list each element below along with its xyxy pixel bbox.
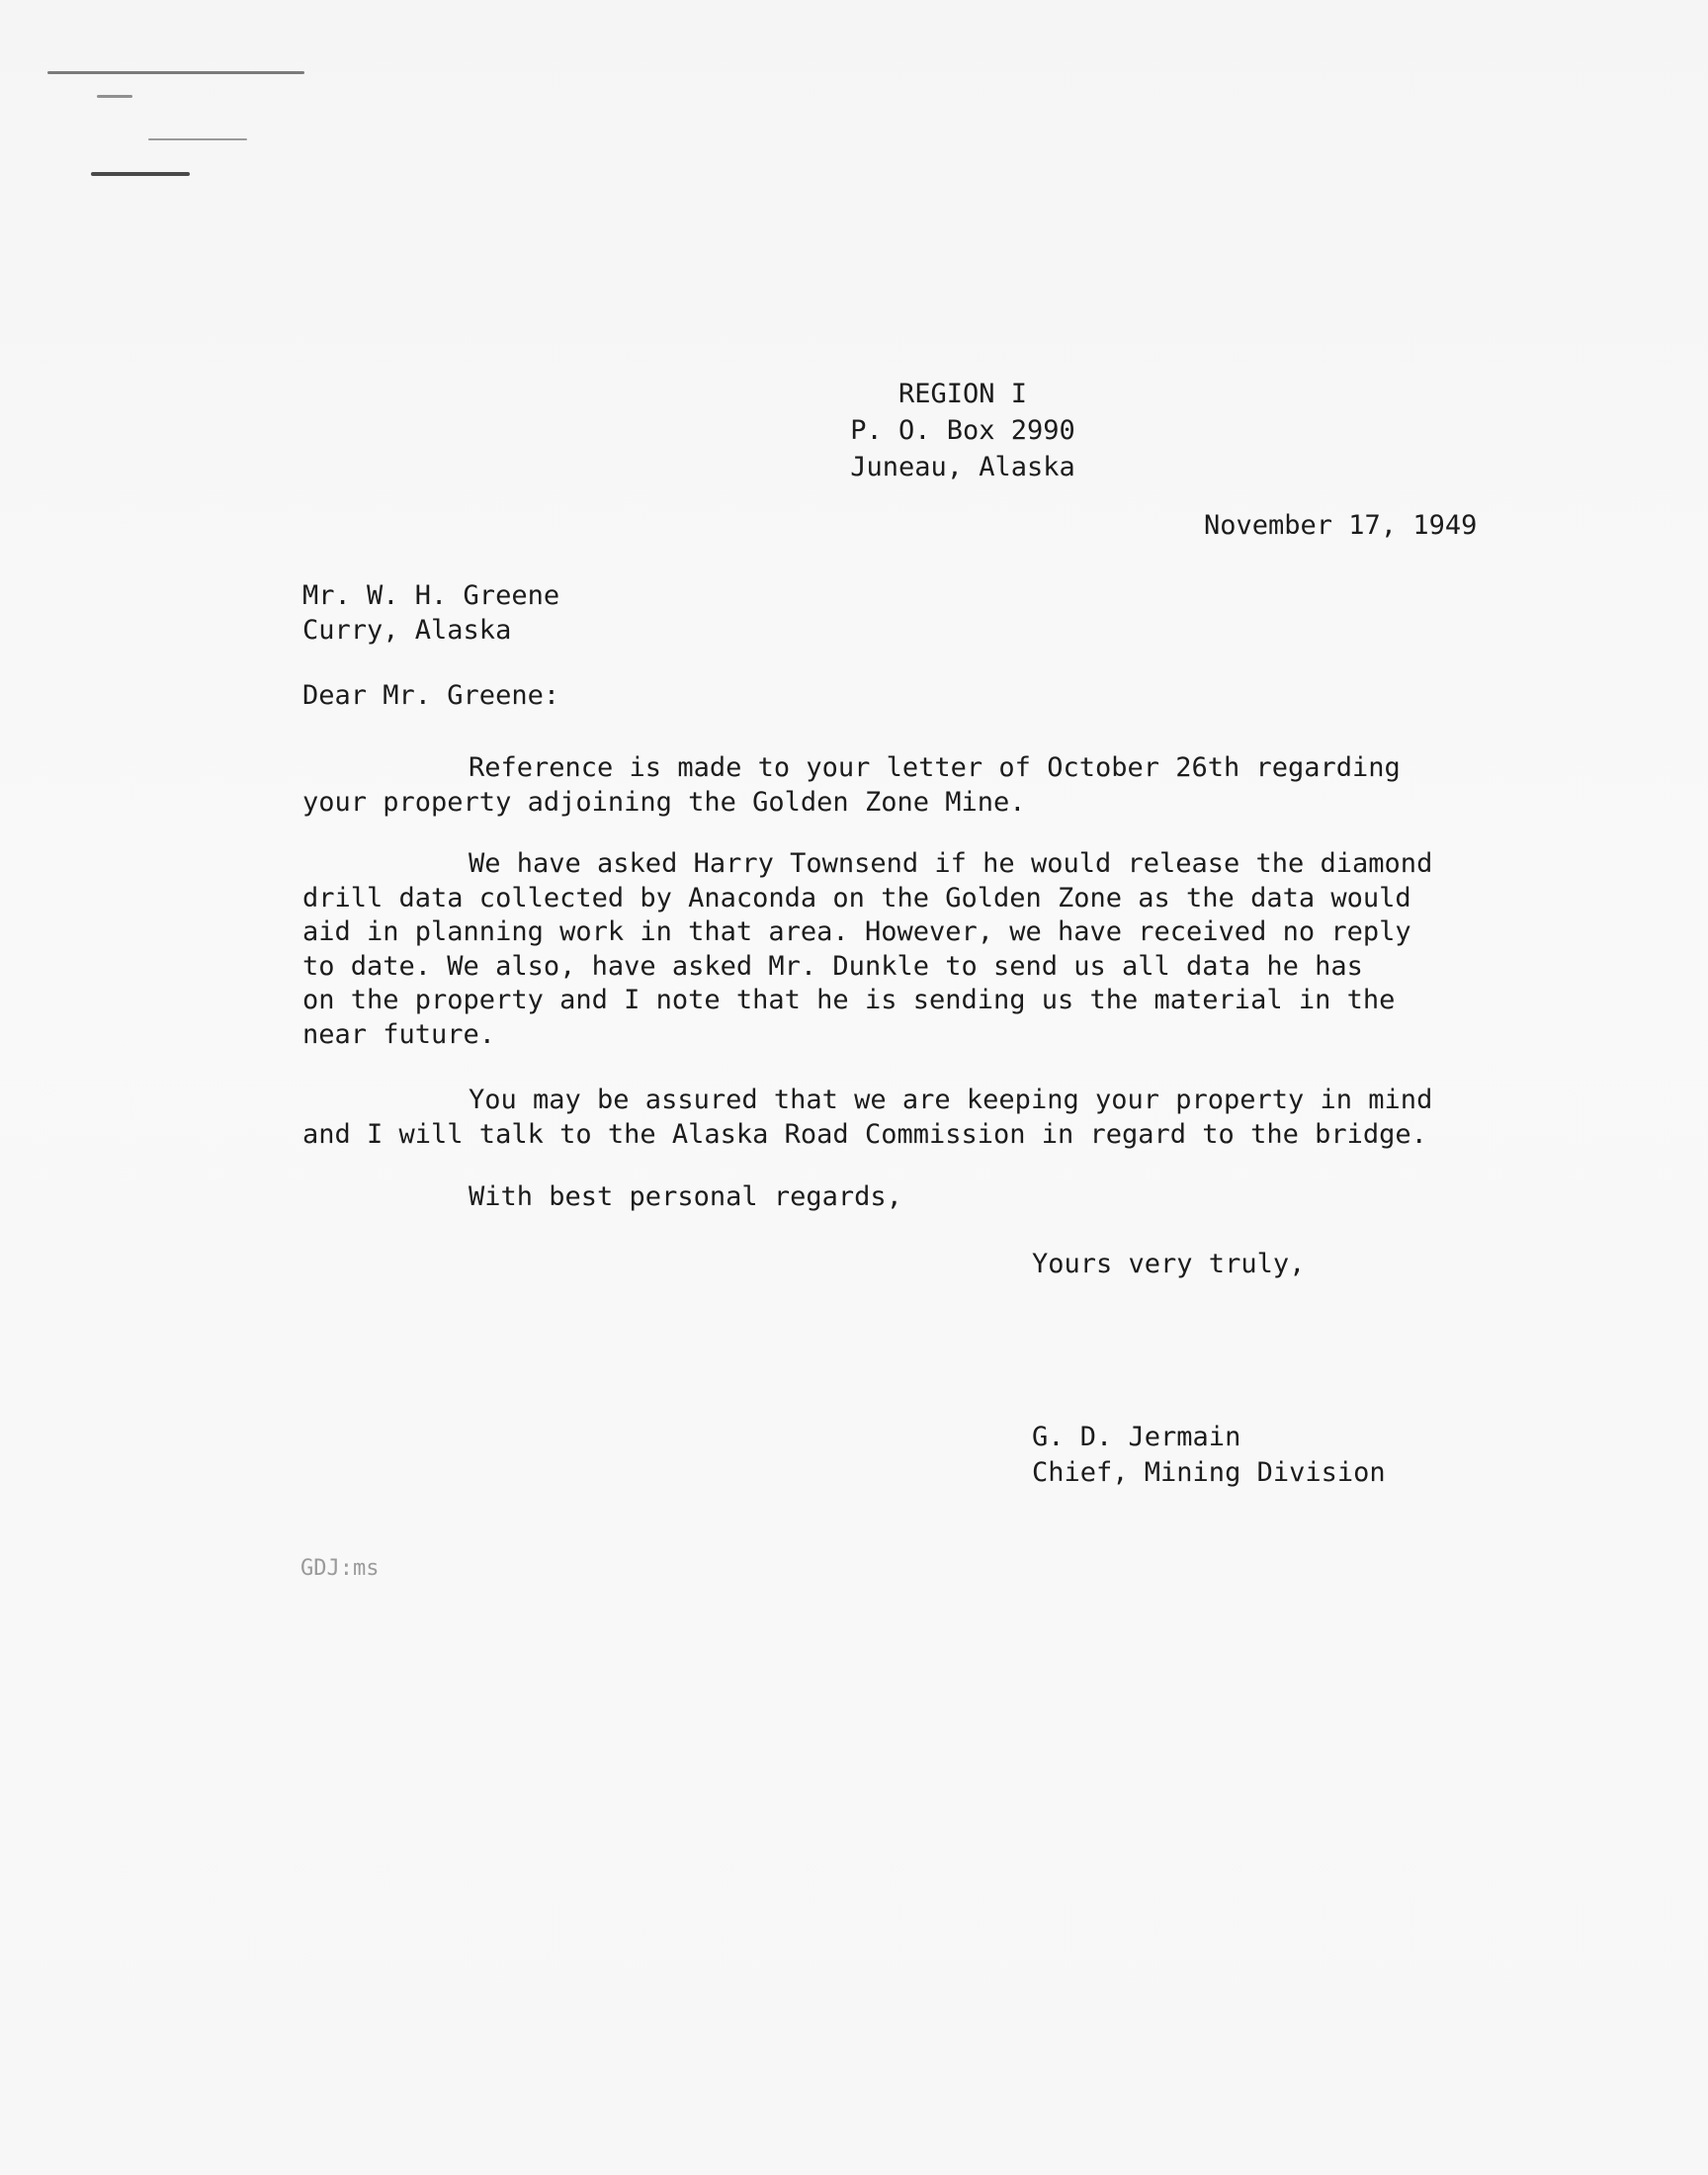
- letterhead-city: Juneau, Alaska: [850, 452, 1075, 482]
- signature-block: [1032, 1420, 1386, 1491]
- letterhead: [0, 376, 1708, 485]
- paragraph-line: With best personal regards,: [469, 1181, 902, 1212]
- recipient-name: Mr. W. H. Greene: [302, 580, 560, 611]
- letterhead-po-box: P. O. Box 2990: [850, 415, 1075, 446]
- scan-mark: [47, 71, 304, 74]
- body-paragraph-3: [302, 1084, 1489, 1152]
- recipient-location: Curry, Alaska: [302, 615, 512, 646]
- paragraph-line: near future.: [302, 1018, 496, 1050]
- body-paragraph-1: [302, 751, 1489, 820]
- paragraph-line: your property adjoining the Golden Zone Mine.: [302, 786, 1026, 818]
- body-paragraph-4: [302, 1180, 1489, 1215]
- paragraph-line: We have asked Harry Townsend if he would release the diamond: [469, 848, 1433, 879]
- paragraph-line: and I will talk to the Alaska Road Commission in regard to the bridge.: [302, 1118, 1427, 1150]
- letter-date: November 17, 1949: [1204, 510, 1478, 541]
- reference-initials: GDJ:ms: [300, 1556, 380, 1581]
- scan-mark: [91, 172, 190, 176]
- paragraph-line: You may be assured that we are keeping your property in mind: [469, 1085, 1433, 1115]
- signer-name: G. D. Jermain: [1032, 1422, 1241, 1452]
- paragraph-line: Reference is made to your letter of October 26th regarding: [469, 752, 1401, 783]
- body-paragraph-2: [302, 847, 1489, 1052]
- paragraph-line: on the property and I note that he is sending us the material in the: [302, 985, 1396, 1015]
- scan-mark: [148, 138, 247, 140]
- paragraph-line: to date. We also, have asked Mr. Dunkle to send us all data he has: [302, 950, 1363, 982]
- salutation: Dear Mr. Greene:: [302, 680, 560, 711]
- paragraph-line: drill data collected by Anaconda on the Golden Zone as the data would: [302, 882, 1411, 914]
- scan-mark: [97, 95, 132, 98]
- inside-address: [302, 578, 559, 648]
- letterhead-region: REGION I: [897, 379, 1028, 409]
- complimentary-closing: Yours very truly,: [1032, 1249, 1306, 1279]
- signer-title: Chief, Mining Division: [1032, 1457, 1386, 1488]
- paragraph-line: aid in planning work in that area. However, we have received no reply: [302, 916, 1411, 947]
